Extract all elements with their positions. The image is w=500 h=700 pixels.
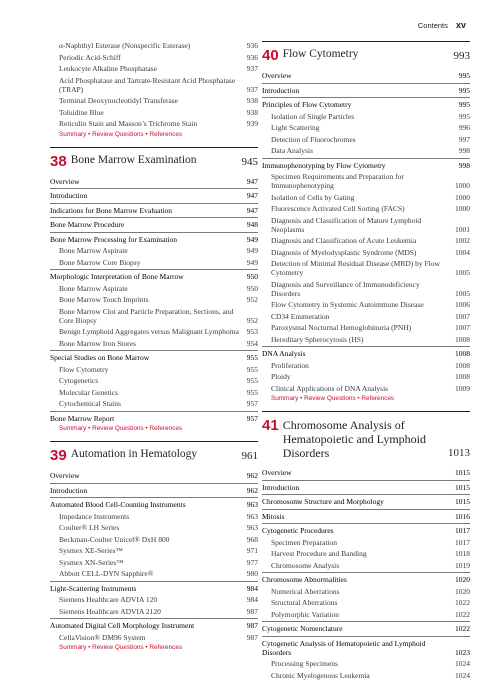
toc-entry[interactable] bbox=[262, 523, 470, 535]
entry-page: 949 bbox=[246, 257, 258, 267]
entry-title: Flow Cytometry bbox=[59, 364, 109, 374]
entry-title: Cytogenetics bbox=[59, 376, 99, 385]
entry-page: 995 bbox=[458, 71, 470, 80]
entry-title: Beckman-Coulter Unicel® DxH 800 bbox=[59, 534, 170, 544]
entry-title: Cytogenetic Procedures bbox=[262, 526, 334, 535]
entry-page: 984 bbox=[246, 595, 258, 604]
entry-page: 1005 bbox=[455, 268, 470, 277]
entry-title: Benign Lymphoid Aggregates versus Malignant Lymphoma bbox=[59, 327, 239, 336]
chapter-38-section bbox=[50, 147, 258, 434]
entry-title: Bone Marrow Touch Imprints bbox=[59, 295, 149, 304]
entry-title: Siemens Healthcare ADVIA 2120 bbox=[59, 606, 161, 616]
entry-title: Diagnosis of Myelodysplastic Syndrome (MDS) bbox=[271, 247, 417, 257]
chapter-number: 39 bbox=[50, 447, 67, 464]
entry-title: Bone Marrow Clot and Particle Preparation, Sections, and Core Biopsy bbox=[59, 306, 234, 325]
toc-entry[interactable] bbox=[262, 69, 470, 80]
entry-title: Immunophenotyping by Flow Cytometry bbox=[262, 160, 386, 170]
entry-page: 937 bbox=[246, 84, 258, 94]
toc-subentry[interactable] bbox=[50, 246, 258, 255]
entry-title: Flow Cytometry in Systemic Autoimmune Disease bbox=[271, 300, 424, 309]
entry-page: 997 bbox=[458, 134, 470, 144]
toc-subentry[interactable] bbox=[50, 569, 258, 578]
entry-page: 996 bbox=[458, 123, 470, 132]
entry-page: 1006 bbox=[455, 300, 470, 309]
toc-subentry[interactable] bbox=[262, 323, 470, 332]
entry-title: Special Studies on Bone Marrow bbox=[50, 353, 150, 362]
entry-page: 995 bbox=[458, 85, 470, 95]
toc-subentry[interactable] bbox=[262, 384, 470, 393]
entry-title: Clinical Applications of DNA Analysis bbox=[271, 383, 389, 393]
entry-page: 1015 bbox=[455, 468, 470, 477]
entry-page: 980 bbox=[246, 569, 258, 578]
entry-page: 952 bbox=[246, 295, 258, 304]
entry-page: 963 bbox=[246, 523, 258, 532]
entry-title: Bone Marrow Procedure bbox=[50, 220, 125, 229]
entry-page: 947 bbox=[246, 176, 258, 186]
entry-title: Detection of Fluorochromes bbox=[271, 134, 356, 144]
entry-title: CD34 Enumeration bbox=[271, 311, 330, 321]
toc-subentry[interactable] bbox=[50, 535, 258, 544]
entry-title: Isolation of Single Particles bbox=[271, 111, 355, 121]
entry-page: 1019 bbox=[455, 560, 470, 570]
entry-page: 1016 bbox=[455, 511, 470, 521]
entry-page: 957 bbox=[246, 399, 258, 408]
entry-title: Leukocyte Alkaline Phosphatase bbox=[59, 64, 157, 73]
entry-title: Introduction bbox=[50, 485, 88, 495]
entry-title: Light-Scattering Instruments bbox=[50, 583, 137, 593]
entry-page: 998 bbox=[458, 146, 470, 155]
toc-continued-entries bbox=[50, 41, 258, 128]
entry-title: Bone Marrow Aspirate bbox=[59, 246, 128, 255]
entry-page: 1008 bbox=[455, 360, 470, 370]
toc-subentry[interactable] bbox=[262, 193, 470, 202]
entry-title: Acid Phosphatase and Tartrate-Resistant Acid Phosphatase (TRAP) bbox=[59, 75, 236, 94]
entry-page: 947 bbox=[246, 191, 258, 200]
entry-page: 1024 bbox=[455, 659, 470, 668]
entry-page: 950 bbox=[246, 272, 258, 281]
chapter-title-group bbox=[50, 154, 197, 169]
entry-title: Detection of Minimal Residual Disease (MRD) by Flow Cytometry bbox=[271, 259, 440, 277]
entry-page: 937 bbox=[246, 64, 258, 73]
entry-title: Cytogenetic Nomenclature bbox=[262, 624, 343, 633]
entry-title: CellaVision® DM96 System bbox=[59, 632, 146, 642]
entry-page: 1009 bbox=[455, 383, 470, 393]
chapter-page: 961 bbox=[241, 450, 258, 462]
entry-title: Automated Blood Cell-Counting Instruments bbox=[50, 500, 186, 509]
entry-title: Bone Marrow Iron Stores bbox=[59, 338, 136, 348]
chapter-extras-link[interactable]: Summary • Review Questions • References bbox=[59, 644, 183, 651]
entry-page: 1002 bbox=[455, 236, 470, 245]
entry-page: 1008 bbox=[455, 349, 470, 358]
entry-page: 936 bbox=[246, 52, 258, 62]
entry-title: Cytogenetic Analysis of Hematopoietic and Lymphoid Disorders bbox=[262, 638, 426, 657]
toc-subentry[interactable] bbox=[50, 258, 258, 267]
toc-entry[interactable] bbox=[262, 621, 470, 633]
toc-subentry[interactable] bbox=[262, 259, 470, 277]
entry-page: 949 bbox=[246, 234, 258, 244]
toc-entry[interactable] bbox=[262, 346, 470, 358]
toc-subentry[interactable] bbox=[262, 312, 470, 321]
toc-subentry[interactable] bbox=[50, 295, 258, 304]
toc-subentry[interactable] bbox=[262, 112, 470, 121]
chapter-title-group bbox=[262, 418, 448, 460]
entry-page: 950 bbox=[246, 283, 258, 293]
toc-subentry[interactable] bbox=[262, 659, 470, 668]
chapter-heading[interactable] bbox=[262, 41, 470, 63]
entry-page: 987 bbox=[246, 621, 258, 630]
toc-entry[interactable] bbox=[50, 269, 258, 281]
toc-subentry[interactable] bbox=[262, 123, 470, 132]
toc-subentry[interactable] bbox=[262, 361, 470, 370]
entry-page: 1017 bbox=[455, 537, 470, 547]
entry-title: Specimen Preparation bbox=[271, 537, 338, 547]
toc-subentry[interactable] bbox=[50, 558, 258, 567]
entry-page: 1022 bbox=[455, 598, 470, 607]
entry-title: Chromosome Analysis bbox=[271, 560, 340, 570]
toc-subentry[interactable] bbox=[50, 41, 258, 50]
entry-page: 1017 bbox=[455, 526, 470, 535]
toc-subentry[interactable] bbox=[262, 248, 470, 257]
entry-title: Specimen Requirements and Preparation for Immunophenotyping bbox=[271, 172, 404, 190]
entry-title: Introduction bbox=[262, 85, 300, 95]
toc-subentry[interactable] bbox=[262, 280, 470, 298]
entry-title: Isolation of Cells by Gating bbox=[271, 192, 355, 202]
toc-subentry[interactable] bbox=[50, 108, 258, 117]
toc-entry[interactable] bbox=[50, 483, 258, 495]
toc-subentry[interactable] bbox=[262, 146, 470, 155]
toc-subentry[interactable] bbox=[50, 512, 258, 521]
toc-column-right bbox=[262, 41, 470, 682]
entry-page: 955 bbox=[246, 376, 258, 385]
entry-page: 984 bbox=[246, 583, 258, 593]
entry-title: Ploidy bbox=[271, 372, 291, 381]
toc-subentry[interactable] bbox=[50, 376, 258, 385]
entry-page: 1024 bbox=[455, 670, 470, 680]
entry-page: 1008 bbox=[455, 372, 470, 381]
toc-entry[interactable] bbox=[262, 572, 470, 584]
toc-subentry[interactable] bbox=[50, 96, 258, 105]
toc-subentry[interactable] bbox=[50, 523, 258, 532]
toc-entry[interactable] bbox=[262, 158, 470, 170]
chapter-number: 41 bbox=[262, 417, 279, 434]
chapter-title: Chromosome Analysis of Hematopoietic and Lymphoid Disorders bbox=[282, 418, 426, 460]
entry-page: 938 bbox=[246, 96, 258, 105]
entry-title: DNA Analysis bbox=[262, 349, 306, 358]
toc-subentry[interactable] bbox=[262, 671, 470, 680]
entry-page: 998 bbox=[458, 160, 470, 170]
toc-subentry[interactable] bbox=[50, 119, 258, 128]
toc-entry[interactable] bbox=[50, 581, 258, 593]
chapter-title-group bbox=[262, 48, 358, 63]
toc-subentry[interactable] bbox=[262, 587, 470, 596]
toc-entry[interactable] bbox=[50, 618, 258, 630]
entry-title: Diagnosis and Surveillance of Immunodeficiency Disorders bbox=[271, 279, 420, 298]
toc-entry[interactable] bbox=[50, 217, 258, 229]
chapter-heading[interactable] bbox=[50, 441, 258, 463]
entry-page: 1005 bbox=[455, 288, 470, 298]
toc-subentry[interactable] bbox=[50, 339, 258, 348]
chapter-page: 1013 bbox=[448, 447, 470, 459]
entry-title: Siemens Healthcare ADVIA 120 bbox=[59, 595, 158, 604]
entry-page: 1000 bbox=[455, 181, 470, 190]
entry-page: 939 bbox=[246, 119, 258, 128]
chapter-41-section bbox=[262, 411, 470, 680]
entry-page: 962 bbox=[246, 485, 258, 495]
toc-subentry[interactable] bbox=[50, 546, 258, 555]
entry-title: Automated Digital Cell Morphology Instrument bbox=[50, 621, 195, 630]
toc-column-left bbox=[50, 41, 258, 660]
toc-entry[interactable] bbox=[50, 188, 258, 200]
entry-title: Chromosome Abnormalities bbox=[262, 575, 347, 584]
toc-subentry[interactable] bbox=[262, 610, 470, 619]
chapter-heading[interactable] bbox=[50, 147, 258, 169]
toc-subentry[interactable] bbox=[50, 607, 258, 616]
toc-subentry[interactable] bbox=[262, 204, 470, 213]
chapter-39-section bbox=[50, 441, 258, 652]
toc-subentry[interactable] bbox=[50, 76, 258, 94]
toc-entry[interactable] bbox=[50, 497, 258, 509]
chapter-title: Bone Marrow Examination bbox=[70, 153, 197, 166]
entry-page: 1007 bbox=[455, 311, 470, 321]
entry-page: 1022 bbox=[455, 609, 470, 619]
entry-page: 949 bbox=[246, 246, 258, 255]
chapter-page: 945 bbox=[241, 155, 258, 168]
toc-subentry[interactable] bbox=[50, 595, 258, 604]
entry-page: 936 bbox=[246, 41, 258, 50]
entry-title: Mitosis bbox=[262, 511, 285, 521]
entry-page: 948 bbox=[246, 220, 258, 229]
entry-title: Sysmex XN-Series™ bbox=[59, 557, 124, 567]
chapter-number: 40 bbox=[262, 47, 279, 64]
toc-entry[interactable] bbox=[50, 203, 258, 215]
chapter-title-group bbox=[50, 448, 197, 463]
entry-title: Reticulin Stain and Masson’s Trichrome Stain bbox=[59, 119, 198, 128]
entry-page: 968 bbox=[246, 534, 258, 544]
entry-page: 1015 bbox=[455, 482, 470, 492]
entry-title: Sysmex XE-Series™ bbox=[59, 546, 123, 555]
chapter-heading[interactable] bbox=[262, 411, 470, 460]
toc-subentry[interactable] bbox=[262, 549, 470, 558]
entry-page: 1022 bbox=[455, 624, 470, 633]
entry-page: 987 bbox=[246, 632, 258, 642]
entry-title: Cytochemical Stains bbox=[59, 399, 121, 408]
entry-title: Toluidine Blue bbox=[59, 107, 104, 117]
entry-title: Coulter® LH Series bbox=[59, 523, 120, 532]
entry-page: 1015 bbox=[455, 497, 470, 506]
entry-page: 995 bbox=[458, 100, 470, 109]
entry-page: 1018 bbox=[455, 549, 470, 558]
entry-title: α-Naphthyl Esterase (Nonspecific Esterase) bbox=[59, 41, 191, 50]
entry-title: Proliferation bbox=[271, 360, 309, 370]
entry-page: 977 bbox=[246, 557, 258, 567]
toc-subentry[interactable] bbox=[262, 135, 470, 144]
entry-title: Overview bbox=[262, 468, 292, 477]
entry-page: 955 bbox=[246, 353, 258, 362]
entry-page: 952 bbox=[246, 315, 258, 325]
chapter-number: 38 bbox=[50, 152, 67, 170]
entry-title: Overview bbox=[262, 71, 292, 80]
entry-title: Principles of Flow Cytometry bbox=[262, 100, 352, 109]
entry-page: 1020 bbox=[455, 575, 470, 584]
entry-page: 1007 bbox=[455, 323, 470, 332]
entry-page: 953 bbox=[246, 327, 258, 336]
page-number: xv bbox=[455, 20, 466, 30]
toc-subentry[interactable] bbox=[262, 300, 470, 309]
entry-page: 1000 bbox=[455, 192, 470, 202]
entry-page: 1001 bbox=[455, 224, 470, 234]
entry-title: Bone Marrow Core Biopsy bbox=[59, 257, 141, 267]
entry-page: 1000 bbox=[455, 204, 470, 213]
entry-title: Bone Marrow Aspirate bbox=[59, 283, 128, 293]
entry-title: Paroxysmal Nocturnal Hemoglobinuria (PNH) bbox=[271, 323, 412, 332]
entry-title: Chronic Myelogenous Leukemia bbox=[271, 670, 370, 680]
toc-subentry[interactable] bbox=[262, 372, 470, 381]
entry-title: Fluorescence Activated Cell Sorting (FACS) bbox=[271, 204, 405, 213]
entry-page: 954 bbox=[246, 338, 258, 348]
entry-page: 971 bbox=[246, 546, 258, 555]
chapter-title: Automation in Hematology bbox=[70, 448, 198, 460]
toc-subentry[interactable] bbox=[50, 388, 258, 397]
toc-entry[interactable] bbox=[262, 466, 470, 477]
entry-page: 947 bbox=[246, 205, 258, 215]
chapter-page: 993 bbox=[453, 50, 470, 62]
entry-title: Overview bbox=[50, 471, 80, 480]
entry-page: 1008 bbox=[455, 334, 470, 344]
toc-entry[interactable] bbox=[262, 509, 470, 521]
toc-subentry[interactable] bbox=[50, 399, 258, 408]
entry-title: Data Analysis bbox=[271, 146, 313, 155]
toc-entry[interactable] bbox=[262, 480, 470, 492]
entry-title: Numerical Aberrations bbox=[271, 586, 340, 596]
entry-title: Light Scattering bbox=[271, 123, 320, 132]
entry-title: Bone Marrow Report bbox=[50, 413, 115, 423]
toc-entry[interactable] bbox=[262, 636, 470, 657]
entry-title: Hereditary Spherocytosis (HS) bbox=[271, 334, 364, 344]
toc-subentry[interactable] bbox=[50, 64, 258, 73]
entry-title: Introduction bbox=[50, 191, 88, 200]
entry-page: 1004 bbox=[455, 247, 470, 257]
entry-title: Introduction bbox=[262, 482, 300, 492]
chapter-title: Flow Cytometry bbox=[282, 48, 359, 60]
entry-page: 955 bbox=[246, 364, 258, 374]
toc-subentry[interactable] bbox=[262, 561, 470, 570]
toc-subentry[interactable] bbox=[262, 172, 470, 190]
entry-page: 938 bbox=[246, 107, 258, 117]
toc-entry[interactable] bbox=[50, 469, 258, 480]
header-label: Contents bbox=[417, 21, 448, 30]
chapter-extras-link[interactable]: Summary • Review Questions • References bbox=[59, 425, 183, 432]
entry-title: Structural Aberrations bbox=[271, 598, 338, 607]
entry-title: Abbott CELL-DYN Sapphire® bbox=[59, 569, 154, 578]
toc-entry[interactable] bbox=[50, 350, 258, 362]
toc-entry[interactable] bbox=[262, 494, 470, 506]
entry-page: 995 bbox=[458, 111, 470, 121]
entry-page: 1023 bbox=[455, 647, 470, 657]
entry-title: Indications for Bone Marrow Evaluation bbox=[50, 205, 173, 215]
toc-subentry[interactable] bbox=[262, 598, 470, 607]
entry-title: Bone Marrow Processing for Examination bbox=[50, 234, 178, 244]
entry-title: Morphologic Interpretation of Bone Marrow bbox=[50, 272, 184, 281]
toc-subentry[interactable] bbox=[50, 53, 258, 62]
toc-subentry[interactable] bbox=[50, 307, 258, 325]
toc-subentry[interactable] bbox=[50, 284, 258, 293]
entry-page: 955 bbox=[246, 387, 258, 397]
chapter-40-section bbox=[262, 41, 470, 403]
toc-subentry[interactable] bbox=[262, 335, 470, 344]
toc-subentry[interactable] bbox=[50, 633, 258, 642]
toc-entry[interactable] bbox=[50, 411, 258, 423]
toc-subentry[interactable] bbox=[262, 216, 470, 234]
entry-title: Diagnosis and Classification of Acute Leukemia bbox=[271, 236, 417, 245]
toc-subentry[interactable] bbox=[50, 365, 258, 374]
entry-title: Harvest Procedure and Banding bbox=[271, 549, 367, 558]
entry-title: Terminal Deoxynucleotidyl Transferase bbox=[59, 96, 179, 105]
entry-title: Periodic Acid-Schiff bbox=[59, 52, 121, 62]
entry-title: Diagnosis and Classification of Mature Lymphoid Neoplasms bbox=[271, 215, 422, 234]
chapter-extras-link[interactable]: Summary • Review Questions • References bbox=[271, 395, 395, 402]
entry-page: 962 bbox=[246, 471, 258, 480]
entry-page: 1020 bbox=[455, 586, 470, 596]
entry-title: Chromosome Structure and Morphology bbox=[262, 497, 384, 506]
entry-page: 963 bbox=[246, 511, 258, 521]
toc-subentry[interactable] bbox=[262, 236, 470, 245]
entry-page: 963 bbox=[246, 500, 258, 509]
running-header bbox=[418, 20, 466, 30]
toc-subentry[interactable] bbox=[50, 327, 258, 336]
entry-title: Overview bbox=[50, 176, 80, 186]
toc-entry[interactable] bbox=[50, 232, 258, 244]
entry-title: Processing Specimens bbox=[271, 659, 338, 668]
entry-title: Impedance Instruments bbox=[59, 511, 130, 521]
entry-title: Molecular Genetics bbox=[59, 387, 118, 397]
toc-entry[interactable] bbox=[262, 97, 470, 109]
entry-title: Polymorphic Variation bbox=[271, 609, 339, 619]
toc-entry[interactable] bbox=[262, 83, 470, 95]
entry-page: 987 bbox=[246, 606, 258, 616]
chapter-extras-link[interactable]: Summary • Review Questions • References bbox=[59, 130, 183, 138]
toc-entry[interactable] bbox=[50, 175, 258, 186]
toc-subentry[interactable] bbox=[262, 538, 470, 547]
entry-page: 957 bbox=[246, 413, 258, 423]
